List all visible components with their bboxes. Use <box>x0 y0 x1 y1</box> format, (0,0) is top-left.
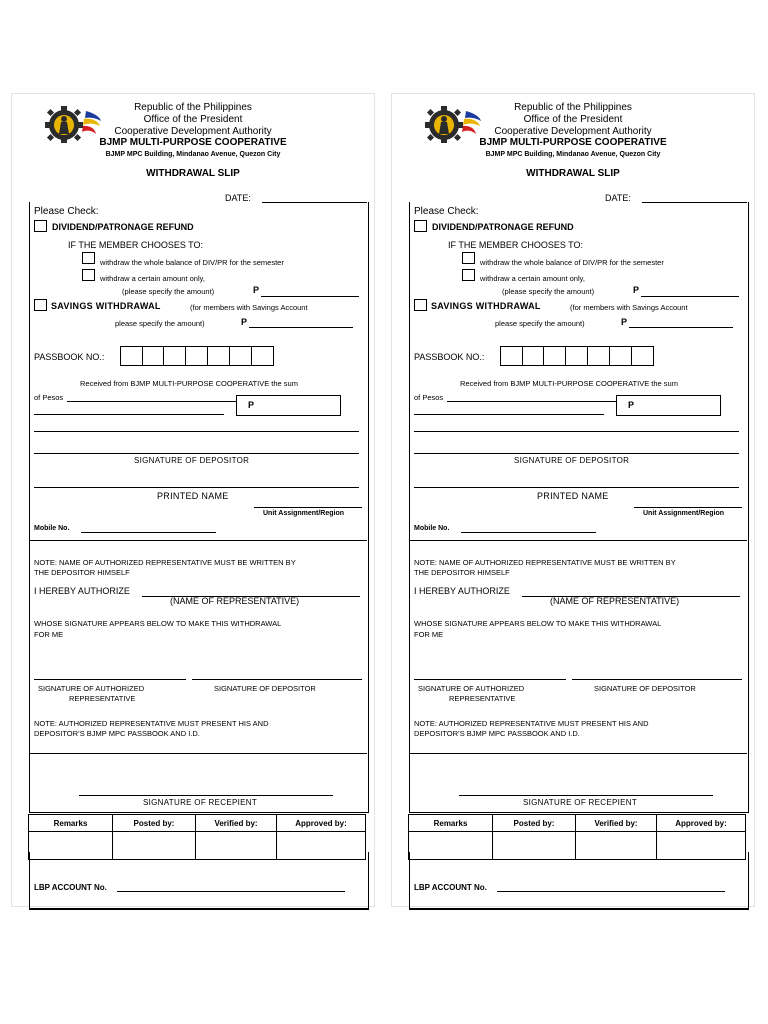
remarks-header: Remarks <box>409 815 493 832</box>
passbook-label: PASSBOOK NO.: <box>414 352 485 362</box>
whole-balance-label: withdraw the whole balance of DIV/PR for the semester <box>100 258 284 267</box>
header-cda: Cooperative Development Authority <box>494 126 652 137</box>
pesos-line-1[interactable] <box>67 401 237 402</box>
sig-depositor-label-2: SIGNATURE OF DEPOSITOR <box>214 684 316 693</box>
note2-line2: DEPOSITOR’S BJMP MPC PASSBOOK AND I.D. <box>414 729 580 738</box>
lbp-label: LBP ACCOUNT No. <box>34 883 107 892</box>
passbook-digit-box[interactable] <box>544 346 566 366</box>
passbook-digit-box[interactable] <box>230 346 252 366</box>
section-divider <box>409 540 747 541</box>
slip-title: WITHDRAWAL SLIP <box>146 168 240 179</box>
passbook-digit-box[interactable] <box>632 346 654 366</box>
printed-name-label: PRINTED NAME <box>537 491 609 501</box>
of-pesos-label: of Pesos <box>414 393 444 402</box>
passbook-label: PASSBOOK NO.: <box>34 352 105 362</box>
approved-by-header: Approved by: <box>277 815 366 832</box>
whose-line2: FOR ME <box>414 630 444 639</box>
specify-amount-label-1: (please specify the amount) <box>502 287 595 296</box>
amount-prefix-2: P <box>241 317 248 327</box>
passbook-digit-box[interactable] <box>252 346 274 366</box>
signature-depositor-label: SIGNATURE OF DEPOSITOR <box>134 456 250 465</box>
lbp-line[interactable] <box>497 891 725 892</box>
note2-line1: NOTE: AUTHORIZED REPRESENTATIVE MUST PRESENT HIS AND <box>414 719 649 728</box>
section-divider <box>29 753 367 754</box>
passbook-digit-box[interactable] <box>522 346 544 366</box>
lbp-section <box>409 852 749 910</box>
printed-name-line[interactable] <box>414 487 739 488</box>
name-rep-label: (NAME OF REPRESENTATIVE) <box>550 596 680 606</box>
header-address: BJMP MPC Building, Mindanao Avenue, Quezon City <box>105 151 281 158</box>
unit-label: Unit Assignment/Region <box>643 510 725 517</box>
dividend-checkbox[interactable] <box>414 220 427 232</box>
received-text: Received from BJMP MULTI-PURPOSE COOPERATIVE the sum <box>80 379 298 388</box>
printed-name-line[interactable] <box>34 487 359 488</box>
passbook-digit-box[interactable] <box>120 346 143 366</box>
amount-line-1[interactable] <box>641 296 739 297</box>
lbp-label: LBP ACCOUNT No. <box>414 883 487 892</box>
posted-by-header: Posted by: <box>493 815 576 832</box>
lbp-section <box>29 852 369 910</box>
whole-balance-checkbox[interactable] <box>82 252 95 264</box>
passbook-digit-box[interactable] <box>500 346 523 366</box>
pesos-line-3[interactable] <box>414 431 739 432</box>
specify-amount-label-2: please specify the amount) <box>115 319 205 328</box>
savings-label: SAVINGS WITHDRAWAL <box>431 301 541 311</box>
mobile-line[interactable] <box>81 532 216 533</box>
signature-depositor-line[interactable] <box>34 453 359 454</box>
header-address: BJMP MPC Building, Mindanao Avenue, Quezon City <box>485 151 661 158</box>
note2-line2: DEPOSITOR’S BJMP MPC PASSBOOK AND I.D. <box>34 729 200 738</box>
savings-label: SAVINGS WITHDRAWAL <box>51 301 161 311</box>
unit-label: Unit Assignment/Region <box>263 510 345 517</box>
authorize-label: I HEREBY AUTHORIZE <box>34 586 130 596</box>
sig-auth-label-2: REPRESENTATIVE <box>69 694 136 703</box>
amount-prefix-2: P <box>621 317 628 327</box>
pesos-line-2[interactable] <box>34 414 224 415</box>
slip-title: WITHDRAWAL SLIP <box>526 168 620 179</box>
sig-recipient-label: SIGNATURE OF RECEPIENT <box>523 798 638 807</box>
sig-recipient-label: SIGNATURE OF RECEPIENT <box>143 798 258 807</box>
certain-amount-checkbox[interactable] <box>82 269 95 281</box>
recipient-signature-line[interactable] <box>79 795 333 796</box>
mobile-label: Mobile No. <box>414 525 450 532</box>
unit-line[interactable] <box>634 507 742 508</box>
passbook-digit-box[interactable] <box>142 346 164 366</box>
note1-line1: NOTE: NAME OF AUTHORIZED REPRESENTATIVE MUST BE WRITTEN BY <box>414 558 676 567</box>
section-divider <box>29 540 367 541</box>
auth-signature-line[interactable] <box>414 679 566 680</box>
signature-depositor-label: SIGNATURE OF DEPOSITOR <box>514 456 630 465</box>
withdrawal-slip-left <box>11 93 375 907</box>
whole-balance-checkbox[interactable] <box>462 252 475 264</box>
passbook-digit-box[interactable] <box>588 346 610 366</box>
sig-auth-label-2: REPRESENTATIVE <box>449 694 516 703</box>
savings-checkbox[interactable] <box>34 299 47 311</box>
of-pesos-label: of Pesos <box>34 393 64 402</box>
amount-box-prefix: P <box>628 400 635 410</box>
lbp-line[interactable] <box>117 891 345 892</box>
specify-amount-label-2: please specify the amount) <box>495 319 585 328</box>
savings-note: (for members with Savings Account <box>570 303 688 312</box>
amount-prefix-1: P <box>633 285 640 295</box>
verified-by-header: Verified by: <box>576 815 657 832</box>
dep-signature-line[interactable] <box>192 679 362 680</box>
passbook-digit-box[interactable] <box>610 346 632 366</box>
whole-balance-label: withdraw the whole balance of DIV/PR for the semester <box>480 258 664 267</box>
note1-line1: NOTE: NAME OF AUTHORIZED REPRESENTATIVE MUST BE WRITTEN BY <box>34 558 296 567</box>
sig-depositor-label-2: SIGNATURE OF DEPOSITOR <box>594 684 696 693</box>
header-coop: BJMP MULTI-PURPOSE COOPERATIVE <box>479 137 667 148</box>
if-member-label: IF THE MEMBER CHOOSES TO: <box>448 240 584 250</box>
mobile-label: Mobile No. <box>34 525 70 532</box>
section-divider <box>409 753 747 754</box>
amount-box-prefix: P <box>248 400 255 410</box>
header-cda: Cooperative Development Authority <box>114 126 272 137</box>
header-republic: Republic of the Philippines <box>514 102 632 113</box>
printed-name-label: PRINTED NAME <box>157 491 229 501</box>
signature-depositor-line[interactable] <box>414 453 739 454</box>
posted-by-header: Posted by: <box>113 815 196 832</box>
authorize-label: I HEREBY AUTHORIZE <box>414 586 510 596</box>
dep-signature-line[interactable] <box>572 679 742 680</box>
amount-prefix-1: P <box>253 285 260 295</box>
withdrawal-slip-right <box>391 93 755 907</box>
passbook-digit-box[interactable] <box>566 346 588 366</box>
sig-auth-label-1: SIGNATURE OF AUTHORIZED <box>38 684 145 693</box>
whose-line2: FOR ME <box>34 630 64 639</box>
passbook-digit-box[interactable] <box>208 346 230 366</box>
header-office: Office of the President <box>143 114 243 125</box>
certain-amount-label: withdraw a certain amount only, <box>100 274 205 283</box>
whose-line1: WHOSE SIGNATURE APPEARS BELOW TO MAKE THIS WITHDRAWAL <box>414 619 662 628</box>
received-text: Received from BJMP MULTI-PURPOSE COOPERATIVE the sum <box>460 379 678 388</box>
passbook-digit-box[interactable] <box>186 346 208 366</box>
approved-by-header: Approved by: <box>657 815 746 832</box>
savings-checkbox[interactable] <box>414 299 427 311</box>
mobile-line[interactable] <box>461 532 596 533</box>
specify-amount-label-1: (please specify the amount) <box>122 287 215 296</box>
unit-line[interactable] <box>254 507 362 508</box>
pesos-line-2[interactable] <box>414 414 604 415</box>
certain-amount-checkbox[interactable] <box>462 269 475 281</box>
amount-line-2[interactable] <box>629 327 733 328</box>
pesos-line-1[interactable] <box>447 401 617 402</box>
pesos-line-3[interactable] <box>34 431 359 432</box>
auth-signature-line[interactable] <box>34 679 186 680</box>
date-line[interactable] <box>262 202 367 203</box>
remarks-header: Remarks <box>29 815 113 832</box>
please-check-label: Please Check: <box>414 206 479 217</box>
dividend-checkbox[interactable] <box>34 220 47 232</box>
amount-box[interactable] <box>616 395 721 416</box>
amount-box[interactable] <box>236 395 341 416</box>
note2-line1: NOTE: AUTHORIZED REPRESENTATIVE MUST PRESENT HIS AND <box>34 719 269 728</box>
note1-line2: THE DEPOSITOR HIMSELF <box>414 568 510 577</box>
sig-auth-label-1: SIGNATURE OF AUTHORIZED <box>418 684 525 693</box>
name-rep-label: (NAME OF REPRESENTATIVE) <box>170 596 300 606</box>
passbook-digit-box[interactable] <box>164 346 186 366</box>
please-check-label: Please Check: <box>34 206 99 217</box>
date-label: DATE: <box>605 193 631 203</box>
whose-line1: WHOSE SIGNATURE APPEARS BELOW TO MAKE THIS WITHDRAWAL <box>34 619 282 628</box>
recipient-signature-line[interactable] <box>459 795 713 796</box>
amount-line-2[interactable] <box>249 327 353 328</box>
date-label: DATE: <box>225 193 251 203</box>
header-office: Office of the President <box>523 114 623 125</box>
header-coop: BJMP MULTI-PURPOSE COOPERATIVE <box>99 137 287 148</box>
if-member-label: IF THE MEMBER CHOOSES TO: <box>68 240 204 250</box>
verified-by-header: Verified by: <box>196 815 277 832</box>
date-line[interactable] <box>642 202 747 203</box>
amount-line-1[interactable] <box>261 296 359 297</box>
dividend-label: DIVIDEND/PATRONAGE REFUND <box>432 222 574 232</box>
header-republic: Republic of the Philippines <box>134 102 252 113</box>
certain-amount-label: withdraw a certain amount only, <box>480 274 585 283</box>
savings-note: (for members with Savings Account <box>190 303 308 312</box>
dividend-label: DIVIDEND/PATRONAGE REFUND <box>52 222 194 232</box>
note1-line2: THE DEPOSITOR HIMSELF <box>34 568 130 577</box>
